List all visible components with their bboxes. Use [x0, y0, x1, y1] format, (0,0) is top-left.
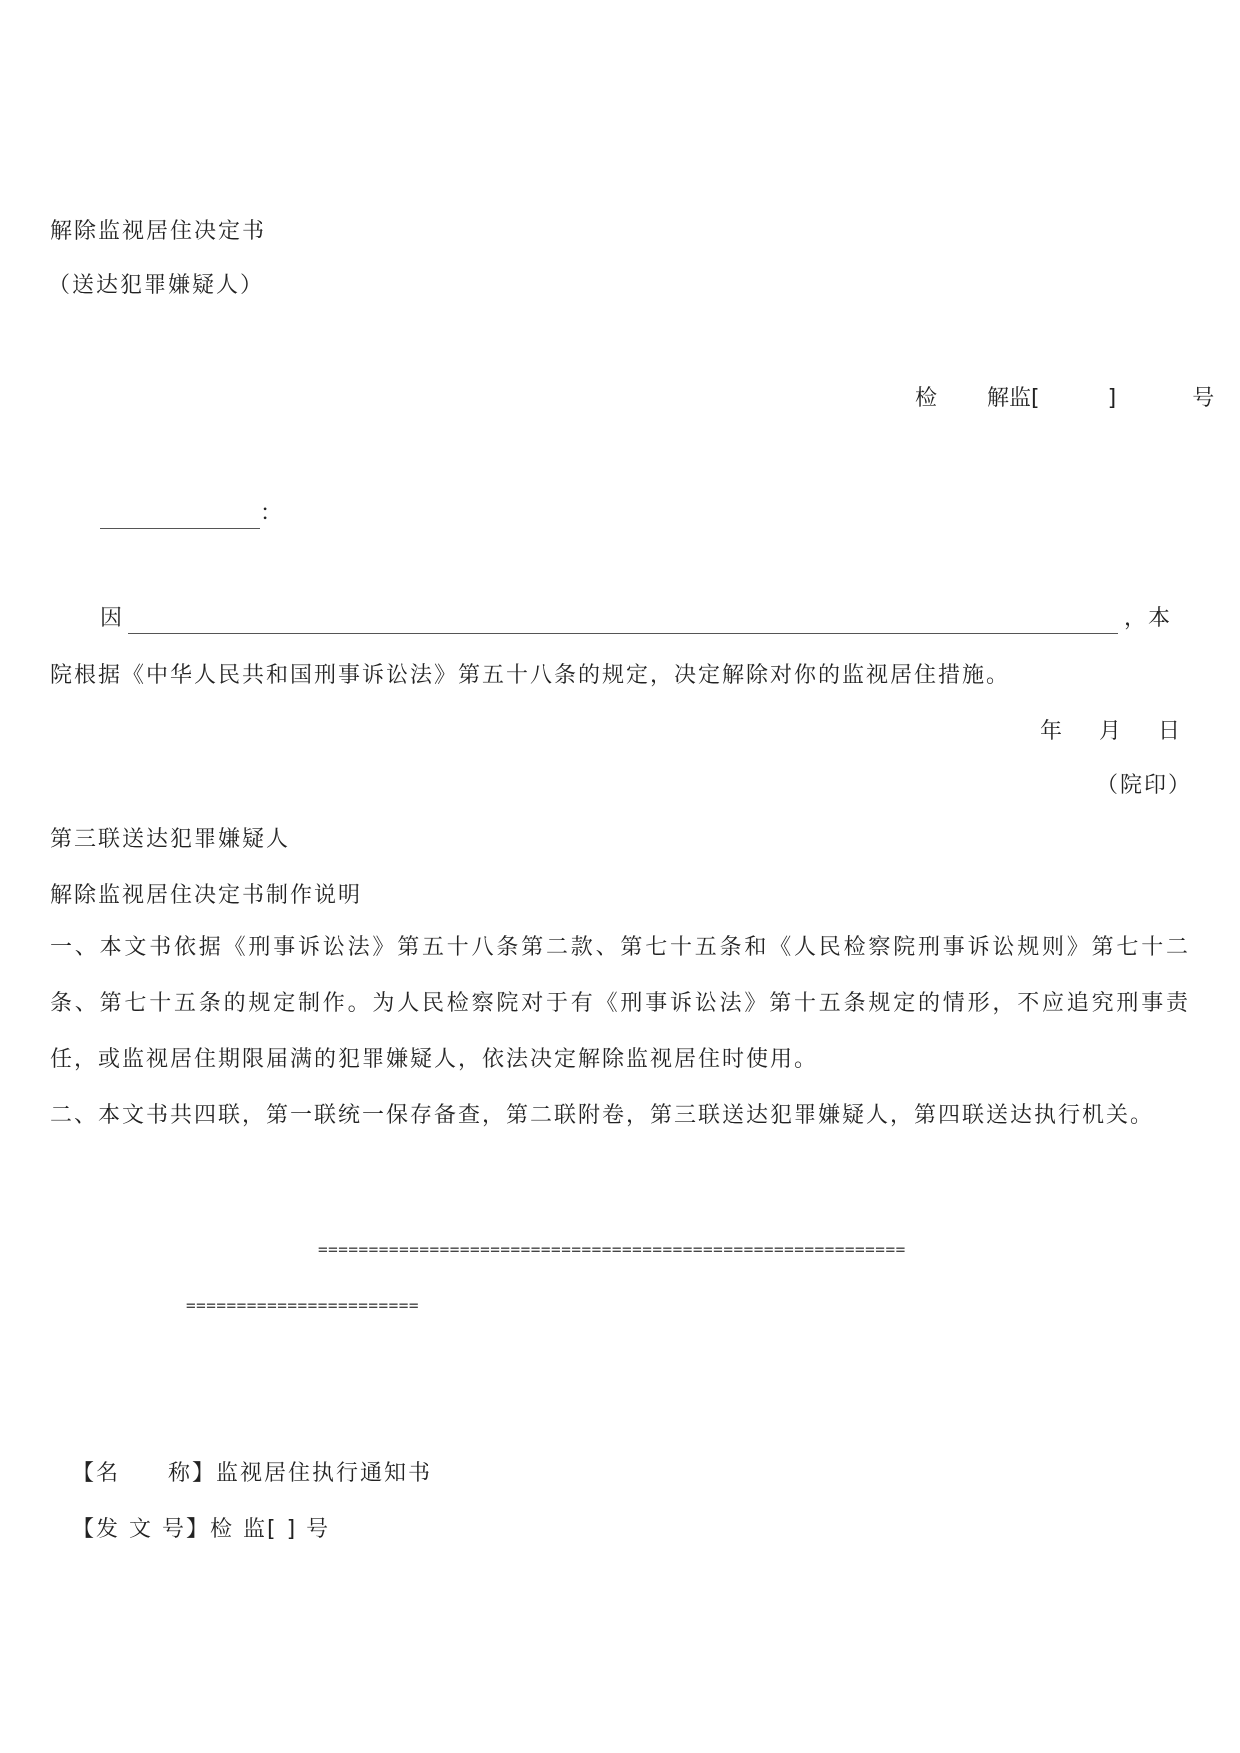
separator-line-2: ======================= — [186, 1296, 420, 1315]
body-first-line — [100, 605, 1190, 634]
doc-number-suffix: 号 — [1192, 386, 1215, 411]
addressee-blank — [100, 508, 260, 529]
document-title: 解除监视居住决定书 — [50, 219, 267, 244]
separator-line-1: ========================================================== — [318, 1240, 906, 1259]
addressee-colon: ： — [260, 501, 285, 526]
body-prefix: 因 — [100, 606, 125, 631]
doc-number-code: 解监[ — [987, 386, 1040, 411]
date-line: 年 月 日 — [1040, 719, 1182, 744]
doc-number-prefix: 检 — [915, 386, 938, 411]
instruction-paragraph-1: 一、本文书依据《刑事诉讼法》第五十八条第二款、第七十五条和《人民检察院刑事诉讼规则》第七十二条、第七十五条的规定制作。为人民检察院对于有《刑事诉讼法》第十五条规定的情形，不应追究刑事责任，或监视居住期限届满的犯罪嫌疑人，依法决定解除监视居住时使用。 — [50, 935, 1190, 1072]
meta-name-label: 【名 称】 — [72, 1461, 217, 1486]
meta-docno-label: 【发 文 号】 — [72, 1517, 210, 1542]
instruction-paragraph-2: 二、本文书共四联，第一联统一保存备查，第二联附卷，第三联送达犯罪嫌疑人，第四联送达执行机关。 — [50, 1103, 1155, 1128]
seal-label: （院印） — [1096, 773, 1193, 798]
meta-name-value: 监视居住执行通知书 — [216, 1461, 433, 1486]
doc-number-bracket-close: ] — [1107, 386, 1117, 411]
body-suffix: ，本 — [1124, 606, 1173, 631]
instructions-title: 解除监视居住决定书制作说明 — [50, 883, 363, 908]
addressee-line — [100, 500, 284, 529]
meta-docno-row — [72, 1516, 330, 1545]
meta-name-row — [72, 1460, 432, 1489]
copy-label: 第三联送达犯罪嫌疑人 — [50, 827, 291, 852]
meta-docno-value: 检 监[ ] 号 — [210, 1517, 331, 1542]
document-subtitle: （送达犯罪嫌疑人） — [48, 273, 265, 298]
document-number — [915, 385, 1214, 414]
body-continuation: 院根据《中华人民共和国刑事诉讼法》第五十八条的规定，决定解除对你的监视居住措施。 — [50, 663, 1011, 688]
reason-blank — [128, 613, 1118, 634]
